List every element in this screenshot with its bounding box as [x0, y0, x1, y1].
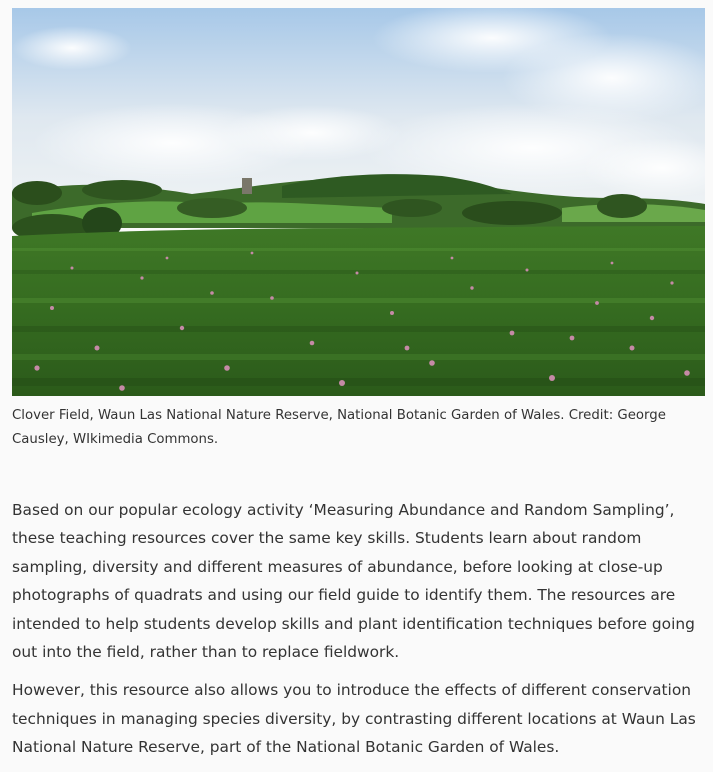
clover-field — [12, 226, 705, 396]
photo-figure — [12, 8, 705, 452]
clover-field-photo — [12, 8, 705, 396]
article-body — [12, 496, 708, 772]
photo-caption: Clover Field, Waun Las National Nature Reserve, National Botanic Garden of Wales. Credit: George Causley, WIkimedia Commons. — [12, 408, 666, 447]
conservation-paragraph: However, this resource also allows you to introduce the effects of different conservation techniques in managing species diversity, by contrasting different locations at Waun Las National Nature Reserve, part of the National Botanic Garden of Wales. — [12, 681, 696, 757]
intro-paragraph: Based on our popular ecology activity ‘Measuring Abundance and Random Sampling’, these teaching resources cover the same key skills. Students learn about random sampling, diversity and different measures of abundance, before looking at close-up photographs of quadrats and using our field guide to identify them. The resources are intended to help students develop skills and plant identification techniques before going out into the field, rather than to replace fieldwork. — [12, 501, 695, 662]
